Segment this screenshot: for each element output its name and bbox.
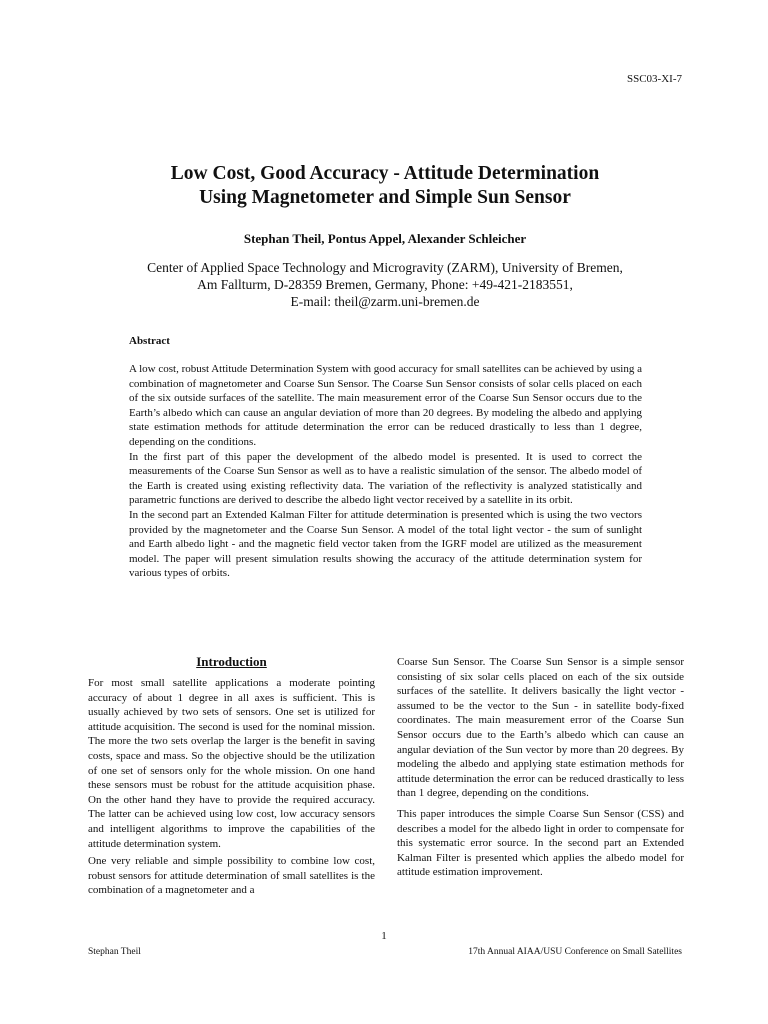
introduction-heading: Introduction — [196, 654, 267, 669]
abstract-paragraph: In the second part an Extended Kalman Filter for attitude determination is presented which is using the two vectors provided by the magnetometer and the Coarse Sun Sensor. A model of the total light vector - the sum of sunlight and Earth albedo light - and the magnetic field vector taken from the IGRF model are utilized as the measurement model. The paper will present simulation results showing the accuracy of the attitude determination system for various types of orbits. — [129, 508, 642, 580]
abstract-heading: Abstract — [129, 335, 170, 347]
author-list: Stephan Theil, Pontus Appel, Alexander Schleicher — [243, 231, 527, 246]
body-paragraph: One very reliable and simple possibility to combine low cost, robust sensors for attitude determination of small satellites is the combination of a magnetometer and a — [88, 855, 375, 897]
title-line-1: Low Cost, Good Accuracy - Attitude Determination — [170, 163, 600, 184]
abstract-paragraph: In the first part of this paper the development of the albedo model is presented. It is used to correct the measurements of the Coarse Sun Sensor as well as to have a realistic simulation of the sensor. The albedo model of the Earth is created using existing reflectivity data. The variation of the reflectivity is analyzed statistically and parametric functions are derived to describe the albedo light vector received by a satellite in its orbit. — [129, 450, 642, 507]
paper-title — [60, 162, 710, 210]
abstract-body — [129, 362, 642, 581]
body-paragraph: Coarse Sun Sensor. The Coarse Sun Sensor is a simple sensor consisting of six solar cells placed on each of the six outside surfaces of the satellite. It delivers basically the light vector - assumed to be the vector to the Sun - in satellite body-fixed coordinates. The main measurement error of the Coarse Sun Sensor occurs due to the Earth’s albedo which can cause an angular deviation of the Sun vector by more than 20 degrees. By modeling the albedo and applying state estimation methods for attitude determination the error can be reduced drastically to less than 1 degree, depending on the conditions. — [397, 656, 684, 800]
body-paragraph: This paper introduces the simple Coarse Sun Sensor (CSS) and describes a model for the albedo light in order to compensate for this systematic error source. In the second part an Extended Kalman Filter is presented which applies the albedo model for attitude estimation improvement. — [397, 807, 684, 879]
left-column — [88, 654, 375, 898]
affiliation-line-2: Am Fallturm, D-28359 Bremen, Germany, Phone: +49-421-2183551, — [197, 277, 573, 292]
affiliation-line-1: Center of Applied Space Technology and Microgravity (ZARM), University of Bremen, — [147, 260, 623, 275]
right-column — [397, 655, 684, 880]
paper-id: SSC03-XI-7 — [626, 73, 682, 85]
body-paragraph: For most small satellite applications a moderate pointing accuracy of about 1 degree in all axes is sufficient. This is usually achieved by two sets of sensors. One set is utilized for attitude acquisition. The second is used for the nominal mission. The more the two sets overlap the larger is the benefit in saving costs, space and mass. So the objective should be the utilization of one set of sensors only for the whole mission. On one hand these sensors must be robust for the attitude acquisition phase. On the other hand they have to provide the required accuracy. The latter can be achieved using low cost, low accuracy sensors and intelligent algorithms to improve the capabilities of the attitude determination system. — [88, 677, 375, 850]
page-number: 1 — [381, 930, 387, 942]
affiliation-email: E-mail: theil@zarm.uni-bremen.de — [290, 294, 480, 309]
affiliation — [60, 259, 710, 310]
footer-conference: 17th Annual AIAA/USU Conference on Small Satellites — [468, 947, 682, 957]
abstract-paragraph: A low cost, robust Attitude Determination System with good accuracy for small satellites can be achieved by using a combination of magnetometer and Coarse Sun Sensor. The Coarse Sun Sensor consists of solar cells placed on each of the six outside surfaces of the satellite. The main measurement error of the Coarse Sun Sensor occurs due to the Earth’s albedo which can cause an angular deviation of more than 20 degrees. By modeling the albedo and applying state estimation methods for attitude determination the error can be reduced drastically to less than 1 degree, depending on the conditions. — [129, 363, 642, 448]
footer-author: Stephan Theil — [88, 947, 141, 957]
title-line-2: Using Magnetometer and Simple Sun Sensor — [199, 187, 571, 208]
